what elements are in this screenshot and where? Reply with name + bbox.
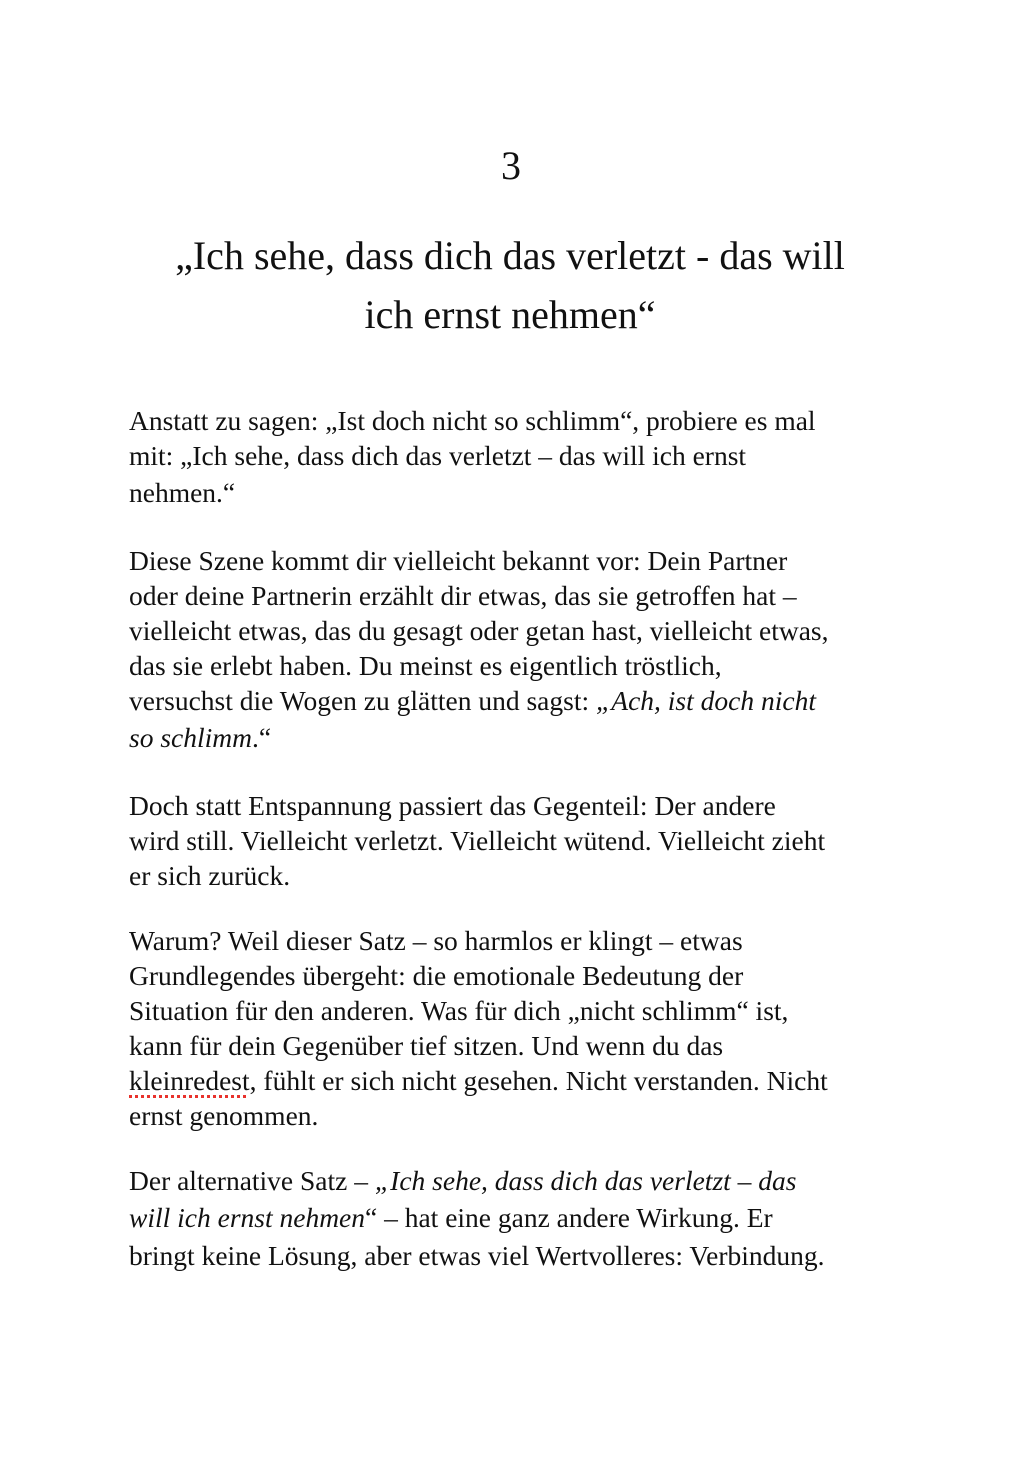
- text-line: [129, 683, 919, 718]
- paragraph-reaction: [129, 788, 919, 893]
- text-line: das sie erlebt haben. Du meinst es eigentlich tröstlich,: [129, 650, 722, 681]
- text-line: oder deine Partnerin erzählt dir etwas, das sie getroffen hat –: [129, 580, 797, 611]
- italic-quote: „Ach, ist doch nicht: [595, 685, 816, 716]
- text-line: wird still. Vielleicht verletzt. Vielleicht wütend. Vielleicht zieht: [129, 825, 826, 856]
- italic-quote: „Ich sehe, dass dich das verletzt – das: [374, 1165, 797, 1196]
- text-line: [129, 718, 919, 758]
- text-line: [129, 1198, 919, 1238]
- text-line: Diese Szene kommt dir vielleicht bekannt vor: Dein Partner: [129, 545, 788, 576]
- text-line: Doch statt Entspannung passiert das Gegenteil: Der andere: [129, 790, 776, 821]
- text-run: Der alternative Satz –: [129, 1165, 375, 1196]
- paragraph-alternative: [129, 1163, 919, 1273]
- text-line: vielleicht etwas, das du gesagt oder getan hast, vielleicht etwas,: [129, 615, 829, 646]
- chapter-title: [110, 226, 910, 344]
- body-text: [129, 403, 919, 1303]
- text-line: [129, 1163, 919, 1198]
- text-line: Anstatt zu sagen: „Ist doch nicht so schlimm“, probiere es mal: [129, 405, 816, 436]
- text-run: , fühlt er sich nicht gesehen. Nicht verstanden. Nicht: [249, 1065, 828, 1096]
- text-line: ernst genommen.: [129, 1100, 319, 1131]
- paragraph-why: [129, 923, 919, 1133]
- text-line: er sich zurück.: [129, 860, 291, 891]
- text-run: .“: [252, 722, 272, 753]
- paragraph-intro: [129, 403, 919, 513]
- text-line: Situation für den anderen. Was für dich „nicht schlimm“ ist,: [129, 995, 789, 1026]
- italic-quote: will ich ernst nehmen: [129, 1202, 366, 1233]
- chapter-number: 3: [501, 143, 521, 188]
- text-line: [129, 1063, 919, 1098]
- spellcheck-flagged-word[interactable]: kleinredest: [129, 1065, 250, 1096]
- chapter-title-line: ich ernst nehmen“: [364, 292, 656, 337]
- text-line: nehmen.“: [129, 477, 236, 508]
- paragraph-scene: [129, 543, 919, 758]
- text-line: Grundlegendes übergeht: die emotionale Bedeutung der: [129, 960, 744, 991]
- chapter-title-line: „Ich sehe, dass dich das verletzt - das will: [175, 233, 845, 278]
- text-run: versuchst die Wogen zu glätten und sagst:: [129, 685, 596, 716]
- text-line: bringt keine Lösung, aber etwas viel Wertvolleres: Verbindung.: [129, 1240, 825, 1271]
- text-line: Warum? Weil dieser Satz – so harmlos er klingt – etwas: [129, 925, 743, 956]
- text-line: mit: „Ich sehe, dass dich das verletzt – das will ich ernst: [129, 440, 747, 471]
- text-line: kann für dein Gegenüber tief sitzen. Und wenn du das: [129, 1030, 724, 1061]
- text-run: “ – hat eine ganz andere Wirkung. Er: [365, 1202, 773, 1233]
- italic-quote: so schlimm: [129, 722, 252, 753]
